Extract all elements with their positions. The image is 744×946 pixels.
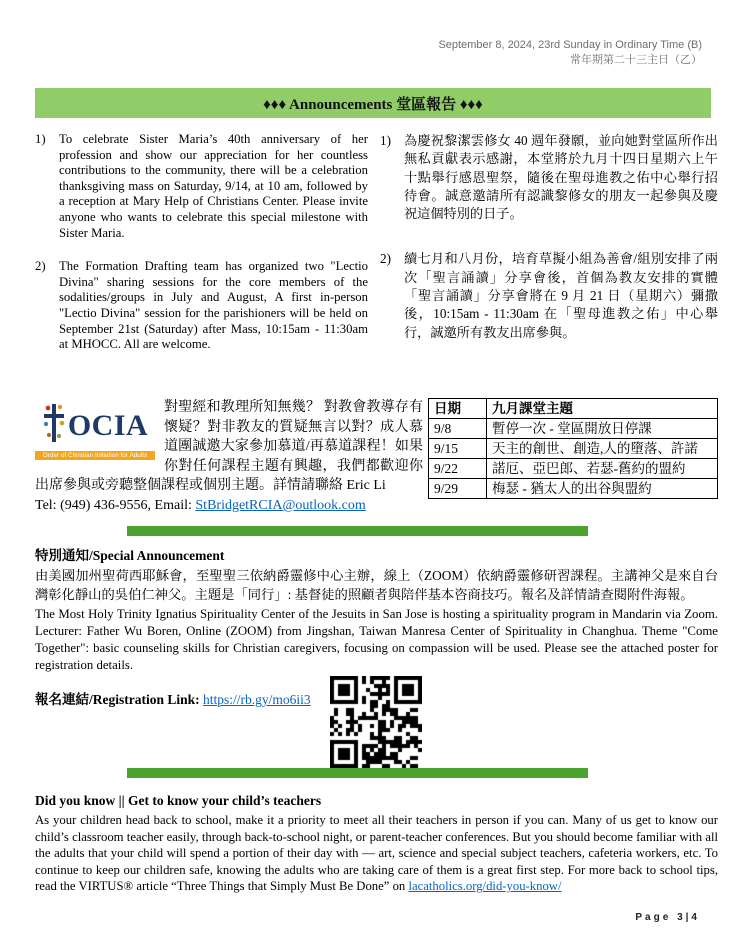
announcements-english-column bbox=[35, 132, 368, 371]
registration-link[interactable]: https://rb.gy/mo6ii3 bbox=[203, 691, 311, 707]
item-text: 為慶祝黎潔雲修女 40 週年發願，並向她對堂區所作出無私貢獻表示感謝，本堂將於九月十四日星期六上午十點舉行感恩聖祭，隨後在聖母進教之佑中心舉行招待會。誠意邀請所有認識黎修女的朋友一起參與及慶祝這個特別的日子。 bbox=[404, 133, 718, 222]
header-chinese-line: 常年期第二十三主日（乙） bbox=[570, 54, 702, 66]
announcement-zh-2 bbox=[380, 250, 718, 341]
cell-date: 9/29 bbox=[429, 479, 487, 499]
ocia-strip-label: Order of Christian Initiation for Adults bbox=[35, 451, 155, 460]
did-you-know-section bbox=[35, 792, 718, 895]
ocia-logo bbox=[35, 400, 155, 460]
cell-topic: 諾厄、亞巴郎、若瑟-舊約的盟約 bbox=[487, 459, 718, 479]
announcements-chinese-column bbox=[380, 132, 718, 371]
announcements-banner bbox=[35, 88, 711, 118]
green-divider-bottom bbox=[127, 768, 588, 778]
special-heading: 特別通知/Special Announcement bbox=[35, 548, 225, 563]
item-number: 2) bbox=[35, 259, 46, 274]
header-date-line: September 8, 2024, 23rd Sunday in Ordinary Time (B) bbox=[438, 39, 702, 51]
ocia-email-link[interactable]: StBridgetRCIA@outlook.com bbox=[195, 497, 366, 513]
announcement-zh-1 bbox=[380, 132, 718, 223]
registration-label: 報名連結/Registration Link: bbox=[35, 691, 204, 707]
page-number: Page 3|4 bbox=[635, 912, 700, 923]
cell-topic: 梅瑟 - 猶太人的出谷與盟約 bbox=[487, 479, 718, 499]
cell-topic: 暫停一次 - 堂區開放日停課 bbox=[487, 419, 718, 439]
item-text: The Formation Drafting team has organized two "Lectio Divina" sharing sessions for the core members of the sodalities/groups in July and August, A first in-person "Lectio Divina" session for the parishioners will be held on September 21st (Saturday) after Mass, 10:15am - 11:30am at MHOCC. All are welcome. bbox=[59, 259, 368, 352]
ocia-section bbox=[35, 398, 718, 516]
item-text: To celebrate Sister Maria’s 40th anniversary of her profession and show our appreciation for her countless contributions to the community, there will be a celebration thanksgiving mass on Saturday, 9/14, at 10 am, followed by a reception at Mary Help of Christians Center. Please invite anyone who wants to celebrate this special milestone with Sister Maria. bbox=[59, 132, 368, 240]
september-class-schedule-table bbox=[428, 398, 718, 499]
ocia-wordmark: OCIA bbox=[67, 408, 149, 442]
cell-date: 9/22 bbox=[429, 459, 487, 479]
cross-icon bbox=[42, 400, 66, 451]
cell-topic: 天主的創世、創造,人的墮落、許諾 bbox=[487, 439, 718, 459]
did-you-know-body bbox=[35, 812, 718, 895]
announcement-en-1 bbox=[35, 132, 368, 241]
special-chinese-paragraph: 由美國加州聖荷西耶穌會，至聖聖三依納爵靈修中心主辦，線上（ZOOM）依納爵靈修研習課程。主講神父是來自台灣彰化靜山的吳伯仁神父。主題是「同行」: 基督徒的照顧者與陪伴基本咨商技巧。報名及詳情請查閱附件海報。 bbox=[35, 568, 718, 602]
ocia-contact-prefix: Tel: (949) 436-9556, Email: bbox=[35, 497, 196, 513]
ocia-body-text: 對聖經和教理所知無幾？ 對教會教導存有懷疑？對非教友的質疑無言以對？成人慕道團誠邀大家參加慕道/再慕道課程！如果你對任何課程主題有興趣，我們都歡迎你出席參與或旁聽整個課程或個別主題。詳情請聯絡 Eric Li bbox=[35, 400, 423, 494]
page-header bbox=[438, 38, 702, 68]
announcements-columns bbox=[35, 132, 718, 371]
cell-date: 9/15 bbox=[429, 439, 487, 459]
green-divider-top bbox=[127, 526, 588, 536]
ocia-text-block bbox=[35, 398, 423, 516]
qr-code bbox=[330, 676, 422, 768]
table-header-row bbox=[429, 399, 718, 419]
cell-date: 9/8 bbox=[429, 419, 487, 439]
table-row bbox=[429, 439, 718, 459]
col-header-date: 日期 bbox=[429, 399, 487, 419]
table-row bbox=[429, 419, 718, 439]
item-text: 續七月和八月份，培育草擬小組為善會/組別安排了兩次「聖言誦讀」分享會後，首個為教友安排的實體「聖言誦讀」分享會將在 9 月 21 日（星期六）彌撒後，10:15am - 11:30am 在「聖母進教之佑」中心舉行，誠邀所有教友出席參與。 bbox=[404, 251, 718, 340]
item-number: 2) bbox=[380, 251, 391, 267]
lacatholics-link[interactable]: lacatholics.org/did-you-know/ bbox=[408, 879, 562, 894]
table-row bbox=[429, 459, 718, 479]
announcement-en-2 bbox=[35, 259, 368, 353]
item-number: 1) bbox=[380, 133, 391, 148]
col-header-topic: 九月課堂主題 bbox=[487, 399, 718, 419]
ocia-contact-line bbox=[35, 496, 423, 516]
banner-title: ♦♦♦ Announcements 堂區報告 ♦♦♦ bbox=[263, 96, 483, 113]
did-you-know-heading: Did you know || Get to know your child’s teachers bbox=[35, 793, 322, 808]
did-you-know-text: As your children head back to school, make it a priority to meet all their teachers in person if you can. Many of us get to know our child’s classroom teacher easily, through back-to-school night, or parent-teacher conferences. But you should become familiar with all the adults that your child will spend a portion of their day with — art, science and special subject teachers, cafeteria workers, etc. To continue to keep our children safe, knowing the adults who are taking care of them is a great first step. For more back to school tips, read the VIRTUS® article “Three Things that Simply Must Be Done” on bbox=[35, 813, 718, 894]
special-english-paragraph: The Most Holy Trinity Ignatius Spirituality Center of the Jesuits in San Jose is hosting a spirituality program in Mandarin via Zoom. Lecturer: Father Wu Boren, Online (ZOOM) from Jingshan, Taiwan Manresa Center of Spirituality in Changhua. Theme "Come Together": basic counseling skills for Christian caregivers, focusing on compassion will be used. Please see the attached poster for registration details. bbox=[35, 607, 718, 672]
table-row bbox=[429, 479, 718, 499]
item-number: 1) bbox=[35, 132, 46, 146]
